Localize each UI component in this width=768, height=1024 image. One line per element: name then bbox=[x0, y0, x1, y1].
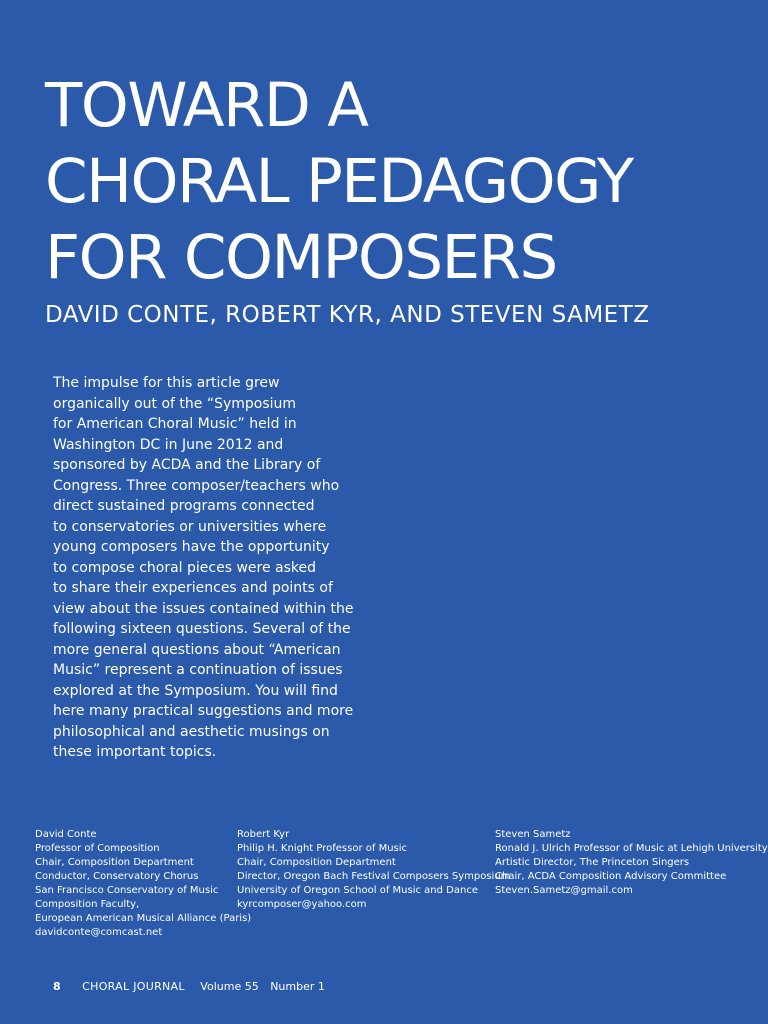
page-footer bbox=[53, 980, 325, 993]
bio-line: San Francisco Conservatory of Music bbox=[35, 885, 219, 896]
intro-paragraph bbox=[53, 373, 354, 763]
intro-line: to compose choral pieces were asked bbox=[53, 559, 317, 576]
intro-line: following sixteen questions. Several of the bbox=[53, 621, 351, 637]
intro-line: for American Choral Music” held in bbox=[53, 416, 297, 432]
bio-name: David Conte bbox=[35, 829, 97, 840]
bio-name: Robert Kyr bbox=[237, 829, 290, 840]
intro-line: philosophical and aesthetic musings on bbox=[53, 723, 330, 740]
bio-line: Chair, Composition Department bbox=[35, 857, 194, 868]
author-bio-sametz bbox=[495, 828, 768, 898]
intro-line: here many practical suggestions and more bbox=[53, 703, 354, 719]
author-bio-conte bbox=[35, 828, 251, 940]
bio-line: Professor of Composition bbox=[35, 843, 160, 854]
intro-line: to share their experiences and points of bbox=[53, 580, 333, 596]
intro-line: direct sustained programs connected bbox=[53, 498, 315, 514]
intro-line: explored at the Symposium. You will find bbox=[53, 682, 338, 699]
article-authors: DAVID CONTE, ROBERT KYR, AND STEVEN SAMETZ bbox=[45, 302, 650, 328]
author-bio-kyr bbox=[237, 828, 510, 912]
title-line: CHORAL PEDAGOGY bbox=[45, 146, 633, 217]
journal-name: CHORAL JOURNAL bbox=[82, 980, 185, 993]
intro-line: Music” represent a continuation of issues bbox=[53, 662, 343, 678]
bio-line: Conductor, Conservatory Chorus bbox=[35, 871, 199, 882]
title-line: TOWARD A bbox=[45, 70, 368, 141]
intro-line: organically out of the “Symposium bbox=[53, 395, 297, 412]
volume-label: Volume 55 bbox=[200, 980, 259, 993]
article-title bbox=[45, 68, 745, 296]
intro-line: to conservatories or universities where bbox=[53, 518, 327, 535]
issue-number: Number 1 bbox=[270, 980, 325, 993]
bio-line: Chair, Composition Department bbox=[237, 857, 396, 868]
bio-line: Director, Oregon Bach Festival Composers Symposium bbox=[237, 871, 511, 882]
bio-line: Composition Faculty, bbox=[35, 899, 140, 910]
bio-line: Chair, ACDA Composition Advisory Committee bbox=[495, 871, 727, 882]
page-number: 8 bbox=[53, 980, 61, 993]
bio-line: European American Musical Alliance (Paris) bbox=[35, 913, 252, 924]
intro-line: these important topics. bbox=[53, 744, 217, 760]
bio-name: Steven Sametz bbox=[495, 829, 571, 840]
bio-email: davidconte@comcast.net bbox=[35, 927, 163, 938]
intro-line: young composers have the opportunity bbox=[53, 539, 330, 555]
bio-line: University of Oregon School of Music and Dance bbox=[237, 885, 478, 896]
bio-line: Ronald J. Ulrich Professor of Music at Lehigh University bbox=[495, 843, 768, 854]
bio-email: kyrcomposer@yahoo.com bbox=[237, 899, 367, 910]
intro-line: Washington DC in June 2012 and bbox=[53, 436, 284, 453]
intro-line: The impulse for this article grew bbox=[53, 375, 280, 391]
bio-line: Artistic Director, The Princeton Singers bbox=[495, 857, 690, 868]
title-line: FOR COMPOSERS bbox=[45, 222, 557, 293]
intro-line: Congress. Three composer/teachers who bbox=[53, 477, 340, 494]
intro-line: view about the issues contained within the bbox=[53, 600, 354, 617]
intro-line: more general questions about “American bbox=[53, 641, 341, 658]
bio-line: Philip H. Knight Professor of Music bbox=[237, 843, 408, 854]
intro-line: sponsored by ACDA and the Library of bbox=[53, 457, 321, 473]
bio-email: Steven.Sametz@gmail.com bbox=[495, 885, 633, 896]
